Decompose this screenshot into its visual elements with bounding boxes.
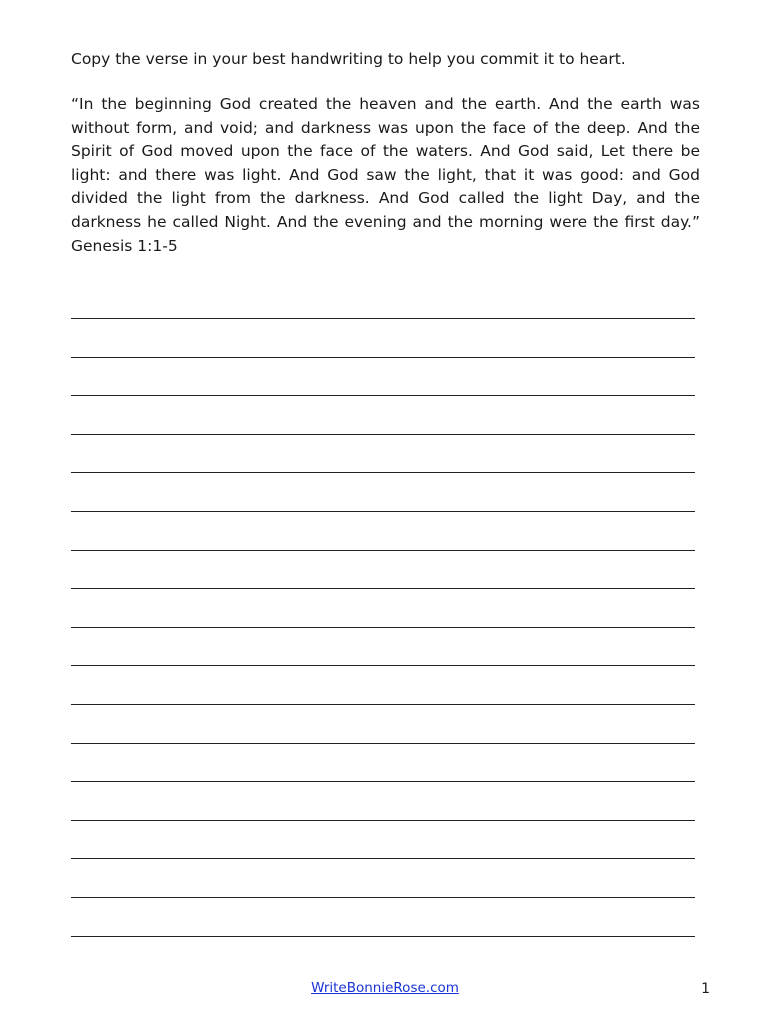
writing-line [71,936,695,937]
writing-line [71,318,695,319]
writing-line [71,550,695,551]
writing-line [71,434,695,435]
writing-line [71,511,695,512]
page-number: 1 [701,981,710,997]
writing-line [71,472,695,473]
writing-line [71,395,695,396]
writing-line [71,665,695,666]
writing-line [71,743,695,744]
verse-text: “In the beginning God created the heaven and the earth. And the earth was without form, and void; and darkness was upon the face of the deep. And the Spirit of God moved upon the face of the waters. And God said, Let there be light: and there was light. And God saw the light, that it was good: and God divided the light from the darkness. And God called the light Day, and the darkness he called Night. And the evening and the morning were the first day.” Genesis 1:1-5 [71,95,700,255]
writing-line [71,588,695,589]
writing-line [71,704,695,705]
writing-line [71,781,695,782]
writing-line [71,357,695,358]
footer-website-link[interactable]: WriteBonnieRose.com [311,980,459,996]
writing-line [71,897,695,898]
writing-line [71,858,695,859]
writing-line [71,820,695,821]
instruction-text: Copy the verse in your best handwriting to help you commit it to heart. [71,50,626,68]
handwriting-lines [71,0,695,1024]
writing-line [71,627,695,628]
